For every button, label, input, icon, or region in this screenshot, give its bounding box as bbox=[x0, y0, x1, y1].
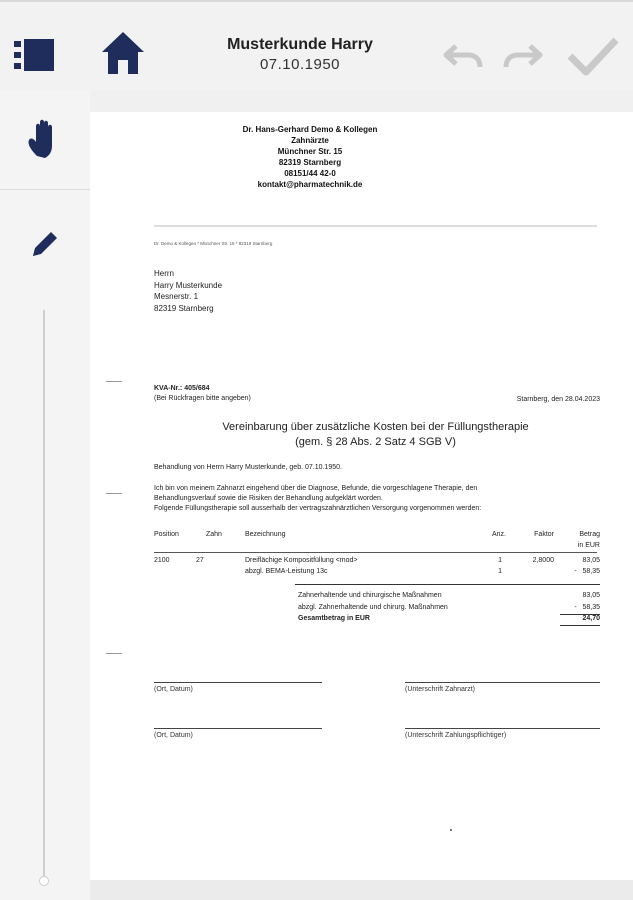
signature-line bbox=[154, 682, 322, 683]
table-cell-anz: 1 bbox=[498, 557, 502, 564]
slider-handle[interactable] bbox=[39, 876, 49, 886]
page-dot bbox=[450, 829, 452, 831]
stroke-size-slider[interactable] bbox=[43, 310, 45, 880]
dentist-signature-label: (Unterschrift Zahnarzt) bbox=[405, 686, 476, 693]
table-cell-zahn: 27 bbox=[196, 557, 204, 564]
table-cell-bezeichnung: abzgl. BEMA-Leistung 13c bbox=[245, 568, 328, 575]
check-icon[interactable] bbox=[566, 34, 620, 78]
signature-line bbox=[405, 682, 600, 683]
sender-block: Dr. Hans-Gerhard Demo & Kollegen Zahnärzte Münchner Str. 15 82319 Starnberg 08151/44 42-0 kontakt@pharmatechnik.de bbox=[242, 125, 378, 189]
col-anz: Anz. bbox=[491, 531, 506, 538]
bottom-bar bbox=[90, 880, 633, 900]
signature-line bbox=[405, 728, 600, 729]
table-cell-bezeichnung: Dreiflächige Kompositfüllung <mod> bbox=[245, 557, 358, 564]
hand-tool-button[interactable] bbox=[0, 90, 90, 190]
fold-mark bbox=[106, 493, 122, 494]
pencil-icon bbox=[29, 228, 61, 260]
place-date: Starnberg, den 28.04.2023 bbox=[516, 396, 600, 403]
table-row: 2100 bbox=[154, 557, 170, 564]
table-cell-faktor: 2,8000 bbox=[532, 557, 554, 564]
hand-icon bbox=[25, 118, 65, 162]
table-header-line bbox=[154, 552, 597, 553]
summary-value: 83,05 bbox=[582, 592, 600, 599]
place-date-label: (Ort, Datum) bbox=[154, 732, 193, 739]
total-line-bottom bbox=[560, 625, 600, 626]
patient-header bbox=[190, 36, 410, 73]
summary-line bbox=[295, 584, 600, 585]
col-position: Position bbox=[154, 531, 179, 538]
signature-line bbox=[154, 728, 322, 729]
redo-icon[interactable] bbox=[502, 40, 544, 70]
summary-label: Zahnerhaltende und chirurgische Maßnahmen bbox=[298, 592, 442, 599]
kva-block: KVA-Nr.: 405/684 (Bei Rückfragen bitte angeben) bbox=[154, 385, 251, 402]
fold-mark bbox=[106, 381, 122, 382]
document-title: Vereinbarung über zusätzliche Kosten bei der Füllungstherapie (gem. § 28 Abs. 2 Satz 4 SGB V) bbox=[222, 421, 529, 448]
summary-value: - 58,35 bbox=[574, 604, 600, 611]
place-date-label: (Ort, Datum) bbox=[154, 686, 193, 693]
punch-mark bbox=[106, 653, 122, 654]
consent-paragraph: Ich bin von meinem Zahnarzt eingehend über die Diagnose, Befunde, die vorgeschlagene Therapie, den Behandlungsverlauf sowie die Risiken der Behandlung aufgeklärt worden. Folgende Füllungstherapie soll ausserhalb der vertragszahnärztlichen Versorgung vorgenommen werden: bbox=[154, 485, 482, 512]
col-betrag: Betrag bbox=[579, 531, 600, 538]
table-cell-betrag: 83,05 bbox=[582, 557, 600, 564]
col-betrag-unit: in EUR bbox=[577, 542, 600, 549]
undo-icon[interactable] bbox=[442, 40, 484, 70]
home-icon[interactable] bbox=[100, 30, 146, 76]
top-toolbar bbox=[0, 0, 633, 90]
patient-name: Musterkunde Harry bbox=[227, 36, 373, 53]
header-divider bbox=[154, 225, 597, 227]
col-bezeichnung: Bezeichnung bbox=[245, 531, 286, 538]
table-cell-betrag: - 58,35 bbox=[574, 568, 600, 575]
menu-icon[interactable] bbox=[14, 38, 56, 74]
recipient-address: Herrn Harry Musterkunde Mesnerstr. 1 82319 Starnberg bbox=[154, 269, 223, 313]
payer-signature-label: (Unterschrift Zahlungspflichtiger) bbox=[405, 732, 507, 739]
total-value: 24,70 bbox=[582, 615, 600, 622]
table-cell-anz: 1 bbox=[498, 568, 502, 575]
tool-sidebar bbox=[0, 90, 90, 900]
total-line-top bbox=[560, 614, 600, 615]
col-zahn: Zahn bbox=[206, 531, 222, 538]
patient-dob: 07.10.1950 bbox=[259, 56, 341, 73]
summary-label: abzgl. Zahnerhaltende und chirurg. Maßnahmen bbox=[298, 604, 448, 611]
treatment-line: Behandlung von Herrn Harry Musterkunde, geb. 07.10.1950. bbox=[154, 464, 342, 471]
sender-return-line: Dr. Demo & Kollegen * Münchner Str. 15 * 82319 Starnberg bbox=[154, 241, 273, 246]
col-faktor: Faktor bbox=[534, 531, 554, 538]
document-page[interactable] bbox=[90, 112, 633, 880]
total-label: Gesamtbetrag in EUR bbox=[298, 615, 370, 622]
pencil-tool-button[interactable] bbox=[0, 192, 90, 296]
